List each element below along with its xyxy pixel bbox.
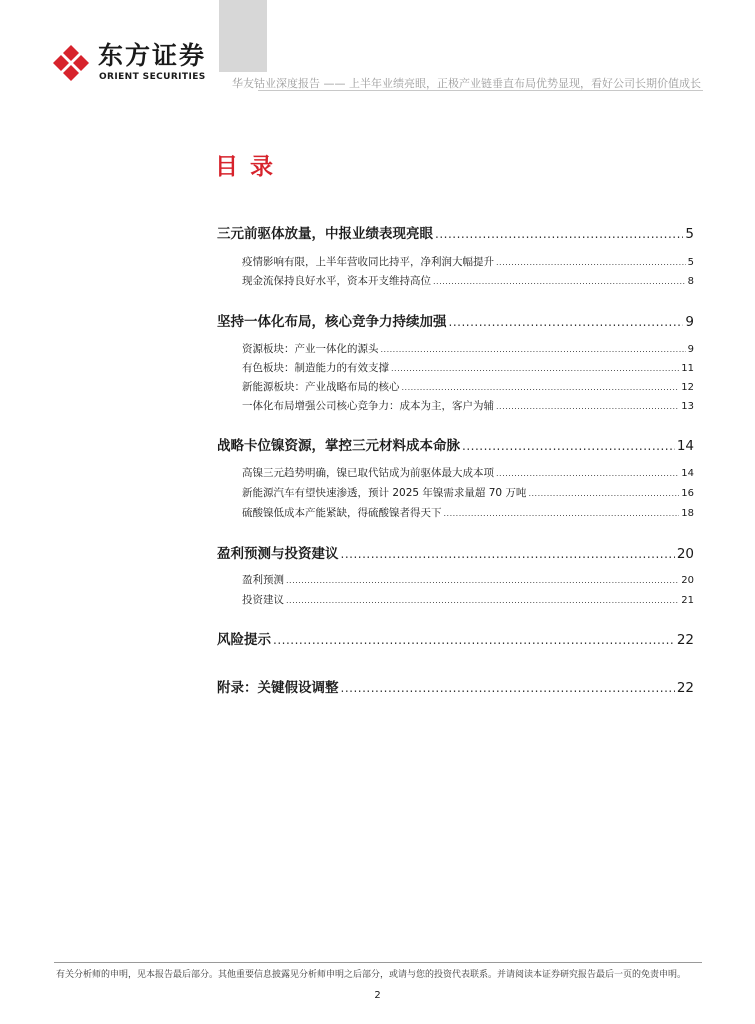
toc-dot-leader (286, 576, 679, 585)
toc-entry-page: 22 (676, 680, 694, 696)
toc-dot-leader (341, 681, 675, 695)
toc-dot-leader (433, 277, 686, 286)
toc-entry-page: 21 (681, 595, 694, 606)
disclaimer-note: 有关分析师的申明，见本报告最后部分。其他重要信息披露见分析师申明之后部分，或请与您的投资代表联系。并请阅读本证券研究报告最后一页的免责申明。 (56, 970, 687, 980)
toc-entry-page: 9 (685, 314, 694, 330)
toc-entry-label: 风险提示 (217, 632, 271, 648)
toc-entry-page: 8 (687, 276, 694, 287)
report-running-header: 华友钴业深度报告 —— 上半年业绩亮眼，正极产业链垂直布局优势显现，看好公司长期价值成长 (232, 77, 701, 90)
toc-entry-subsection[interactable] (242, 592, 694, 607)
toc-entry-section[interactable] (217, 628, 694, 648)
toc-entry-subsection[interactable] (242, 505, 694, 520)
toc-entry-subsection[interactable] (242, 341, 694, 356)
toc-entry-label: 疫情影响有限，上半年营收同比持平，净利润大幅提升 (242, 256, 494, 268)
toc-entry-subsection[interactable] (242, 254, 694, 269)
toc-dot-leader (273, 633, 675, 647)
footer-divider (54, 962, 702, 963)
toc-entry-label: 盈利预测 (242, 574, 284, 586)
toc-entry-page: 5 (687, 257, 694, 268)
toc-dot-leader (444, 509, 680, 518)
toc-entry-label: 盈利预测与投资建议 (217, 546, 339, 562)
toc-entry-section[interactable] (217, 676, 694, 696)
toc-entry-label: 坚持一体化布局，核心竞争力持续加强 (217, 314, 447, 330)
toc-entry-subsection[interactable] (242, 465, 694, 480)
toc-dot-leader (496, 258, 686, 267)
toc-entry-subsection[interactable] (242, 485, 694, 500)
toc-entry-label: 有色板块：制造能力的有效支撑 (242, 362, 389, 374)
toc-entry-section[interactable] (217, 222, 694, 242)
toc-entry-label: 现金流保持良好水平，资本开支维持高位 (242, 275, 431, 287)
toc-entry-page: 20 (676, 546, 694, 562)
toc-entry-label: 新能源板块：产业战略布局的核心 (242, 381, 400, 393)
toc-entry-label: 硫酸镍低成本产能紧缺，得硫酸镍者得天下 (242, 507, 442, 519)
toc-entry-label: 资源板块：产业一体化的源头 (242, 343, 379, 355)
toc-entry-subsection[interactable] (242, 360, 694, 375)
toc-dot-leader (496, 402, 679, 411)
page-number: 2 (374, 990, 381, 1001)
toc-dot-leader (449, 315, 684, 329)
header-grey-band (219, 0, 267, 72)
toc-entry-subsection[interactable] (242, 398, 694, 413)
toc-entry-subsection[interactable] (242, 273, 694, 288)
toc-dot-leader (435, 227, 683, 241)
toc-dot-leader (381, 345, 686, 354)
toc-entry-page: 16 (681, 488, 694, 499)
toc-entry-label: 战略卡位镍资源，掌控三元材料成本命脉 (217, 438, 460, 454)
toc-entry-label: 高镍三元趋势明确，镍已取代钴成为前驱体最大成本项 (242, 467, 494, 479)
toc-entry-page: 9 (687, 344, 694, 355)
toc-entry-subsection[interactable] (242, 379, 694, 394)
toc-dot-leader (528, 489, 679, 498)
toc-entry-page: 13 (681, 401, 694, 412)
toc-dot-leader (402, 383, 680, 392)
header-divider (258, 90, 703, 91)
toc-entry-page: 12 (681, 382, 694, 393)
orient-securities-logo-icon (52, 44, 90, 82)
toc-dot-leader (462, 439, 675, 453)
toc-entry-section[interactable] (217, 434, 694, 454)
toc-entry-label: 新能源汽车有望快速渗透，预计 2025 年镍需求量超 70 万吨 (242, 487, 527, 499)
toc-entry-page: 11 (681, 363, 694, 374)
toc-title: 目录 (215, 154, 285, 180)
brand-name-en: ORIENT SECURITIES (99, 72, 206, 82)
toc-dot-leader (391, 364, 679, 373)
toc-entry-page: 14 (676, 438, 694, 454)
toc-entry-label: 投资建议 (242, 594, 284, 606)
toc-entry-label: 三元前驱体放量，中报业绩表现亮眼 (217, 226, 433, 242)
toc-entry-page: 5 (685, 226, 694, 242)
toc-entry-label: 一体化布局增强公司核心竞争力：成本为主，客户为辅 (242, 400, 494, 412)
toc-entry-label: 附录：关键假设调整 (217, 680, 339, 696)
toc-dot-leader (341, 547, 675, 561)
toc-entry-section[interactable] (217, 310, 694, 330)
toc-entry-subsection[interactable] (242, 572, 694, 587)
toc-entry-page: 20 (681, 575, 694, 586)
toc-dot-leader (496, 469, 679, 478)
toc-dot-leader (286, 596, 679, 605)
toc-entry-page: 14 (681, 468, 694, 479)
toc-entry-page: 22 (676, 632, 694, 648)
toc-entry-section[interactable] (217, 542, 694, 562)
brand-name-cn: 东方证券 (98, 41, 207, 70)
toc-entry-page: 18 (681, 508, 694, 519)
